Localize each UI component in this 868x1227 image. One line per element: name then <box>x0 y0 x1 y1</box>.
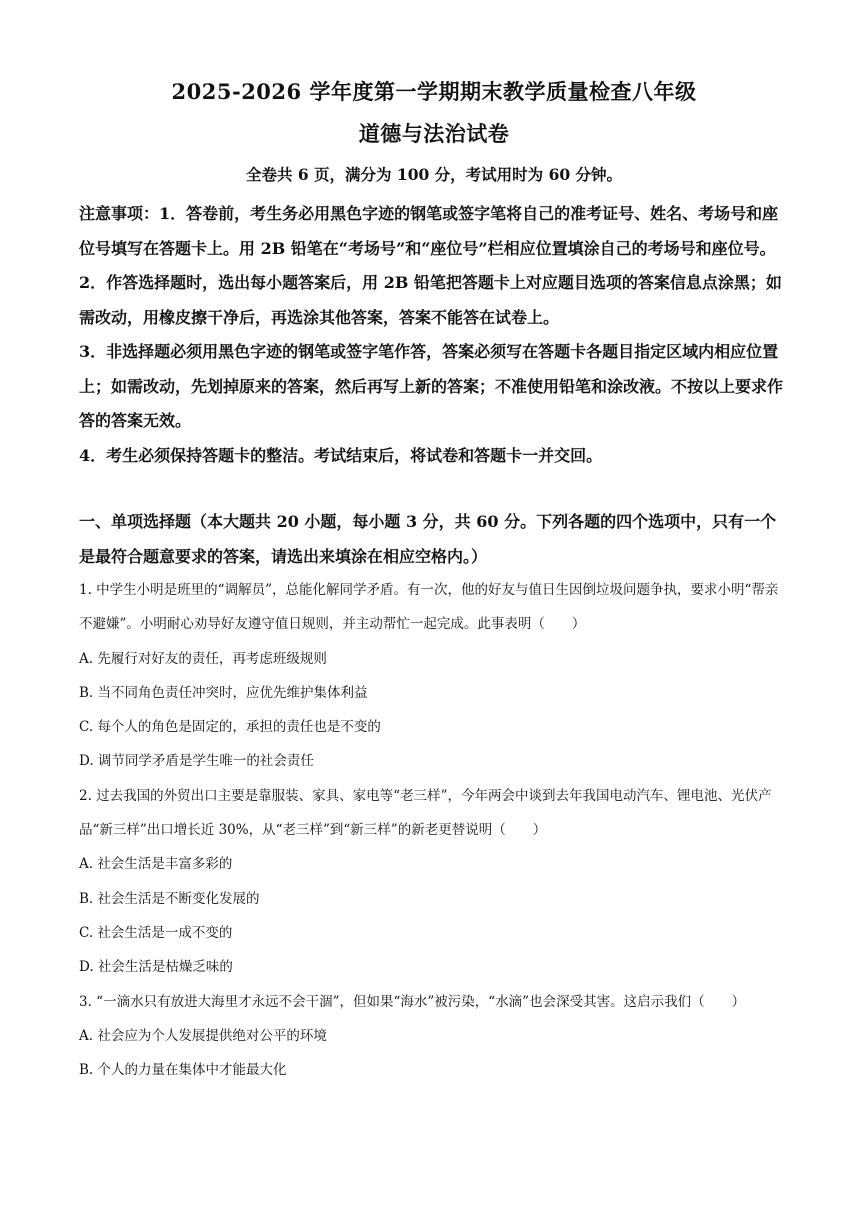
question-option: A. 社会应为个人发展提供绝对公平的环境 <box>79 1027 327 1044</box>
question-stem: 3. “一滴水只有放进大海里才永远不会干涸”，但如果“海水”被污染，“水滴”也会深受其害。这启示我们（ ） <box>79 993 746 1010</box>
question-option: B. 当不同角色责任冲突时，应优先维护集体利益 <box>79 684 368 701</box>
question-option: B. 社会生活是不断变化发展的 <box>79 890 260 907</box>
instruction-item: 注意事项：1．答卷前，考生务必用黑色字迹的钢笔或签字笔将自己的准考证号、姓名、考场号和座位号填写在答题卡上。用 2B 铅笔在“考场号”和“座位号”栏相应位置填涂自己的考场号和座位号。 <box>79 204 779 258</box>
exam-info: 全卷共 6 页，满分为 100 分，考试用时为 60 分钟。 <box>245 165 623 184</box>
exam-subject-title: 道德与法治试卷 <box>358 121 510 146</box>
instruction-item: 4．考生必须保持答题卡的整洁。考试结束后，将试卷和答题卡一并交回。 <box>79 445 603 465</box>
question-option: A. 社会生活是丰富多彩的 <box>79 856 233 873</box>
question-option: C. 每个人的角色是固定的，承担的责任也是不变的 <box>79 719 381 736</box>
exam-title: 2025-2026 学年度第一学期期末教学质量检查八年级 <box>171 79 697 104</box>
instruction-item: 2．作答选择题时，选出每小题答案后，用 2B 铅笔把答题卡上对应题目选项的答案信息点涂黑；如需改动，用橡皮擦干净后，再选涂其他答案，答案不能答在试卷上。 <box>79 273 782 327</box>
section-heading: 一、单项选择题（本大题共 20 小题，每小题 3 分，共 60 分。下列各题的四个选项中，只有一个是最符合题意要求的答案，请选出来填涂在相应空格内。） <box>79 512 777 566</box>
question-stem: 1. 中学生小明是班里的“调解员”，总能化解同学矛盾。有一次，他的好友与值日生因倒垃圾问题争执，要求小明“帮亲不避嫌”。小明耐心劝导好友遵守值日规则，并主动帮忙一起完成。此事表明（ ） <box>79 582 779 633</box>
instruction-item: 3．非选择题必须用黑色字迹的钢笔或签字笔作答，答案必须写在答题卡各题目指定区域内相应位置上；如需改动，先划掉原来的答案，然后再写上新的答案；不准使用铅笔和涂改液。不按以上要求作答的答案无效。 <box>79 342 784 430</box>
question-option: C. 社会生活是一成不变的 <box>79 924 233 941</box>
question-option: A. 先履行对好友的责任，再考虑班级规则 <box>79 650 327 667</box>
question-option: D. 调节同学矛盾是学生唯一的社会责任 <box>79 753 314 770</box>
question-list <box>79 573 789 1087</box>
question-option: D. 社会生活是枯燥乏味的 <box>79 959 233 976</box>
question-option: B. 个人的力量在集体中才能最大化 <box>79 1062 287 1079</box>
instructions <box>79 197 789 473</box>
question-stem: 2. 过去我国的外贸出口主要是靠服装、家具、家电等“老三样”，今年两会中谈到去年我国电动汽车、锂电池、光伏产品“新三样”出口增长近 30%，从“老三样”到“新三样”的新老更替说明（ ） <box>79 787 772 839</box>
